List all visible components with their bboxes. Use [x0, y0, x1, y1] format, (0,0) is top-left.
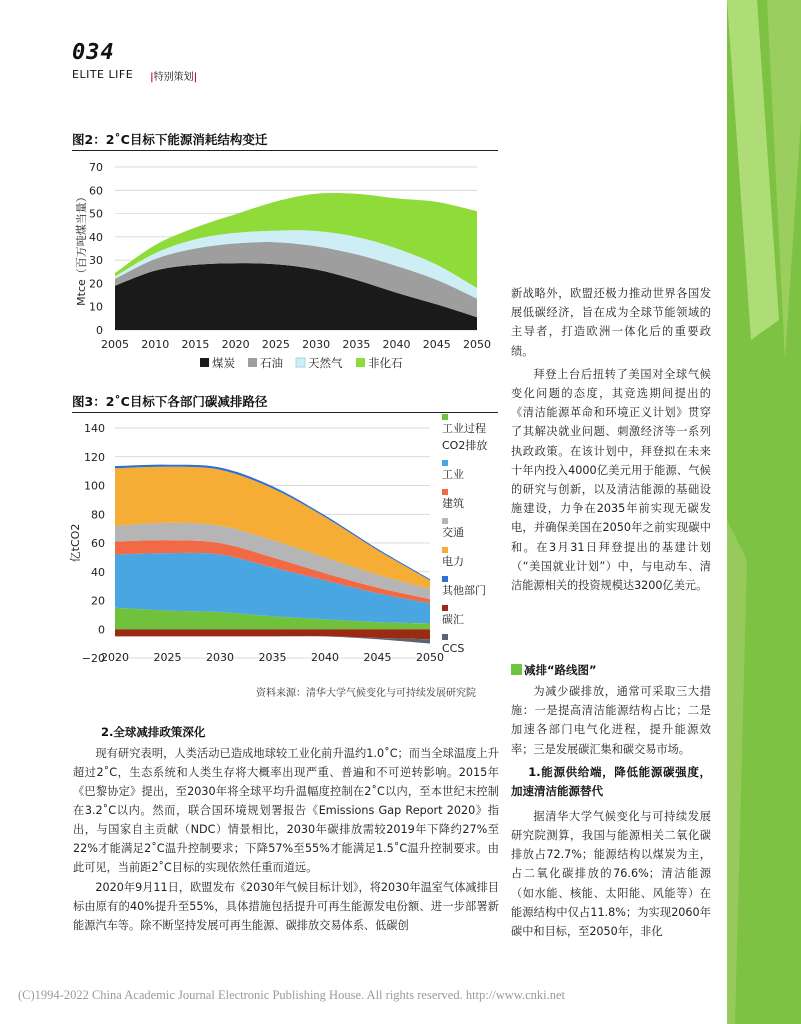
legend-swatch [248, 358, 257, 367]
legend-label: 电力 [442, 555, 464, 568]
section-heading-policy: 2.全球减排政策深化 [101, 725, 206, 739]
y-tick-label: 120 [84, 450, 105, 464]
right-column-lower [511, 682, 711, 941]
legend-swatch [296, 358, 305, 367]
x-tick-label: 2030 [302, 338, 331, 351]
y-axis-label: 亿tCO2 [69, 523, 82, 563]
y-tick-label: 10 [89, 300, 103, 314]
y-tick-label: 20 [91, 594, 105, 608]
right-paragraph-1: 新战略外，欧盟还极力推动世界各国发展低碳经济，旨在成为全球节能领域的主导者，打造欧洲一体化后的重要政绩。 [511, 287, 711, 358]
x-tick-label: 2020 [101, 651, 129, 664]
x-tick-label: 2045 [422, 338, 451, 351]
y-tick-label: 0 [98, 623, 105, 637]
x-tick-label: 2025 [153, 651, 182, 664]
x-tick-label: 2010 [141, 338, 170, 351]
energy-subheading: 1.能源供给端，降低能源碳强度，加速清洁能源替代 [511, 764, 711, 798]
closing-paragraph: 据清华大学气候变化与可持续发展研究院测算，我国与能源相关二氧化碳排放占72.7%；能源结构以煤炭为主，占二氧化碳排放的76.6%；清洁能源（如水能、核能、太阳能、风能等）在能源结构中仅占11.8%；为实现2060年碳中和目标，至2050年，非化 [511, 809, 711, 939]
legend-swatch [442, 460, 448, 466]
legend-swatch [442, 547, 448, 553]
area-碳汇 [115, 629, 430, 639]
legend-label: 非化石 [368, 356, 403, 370]
figure2-title: 图2：2˚C目标下能源消耗结构变迁 [72, 132, 268, 147]
figure3-title: 图3：2˚C目标下各部门碳减排路径 [72, 394, 268, 409]
x-tick-label: 2030 [206, 651, 234, 664]
x-tick-label: 2050 [416, 651, 444, 664]
copyright-footer: (C)1994-2022 China Academic Journal Electronic Publishing House. All rights reserved. http://www.cnki.net [18, 988, 566, 1002]
x-tick-label: 2045 [363, 651, 392, 664]
y-tick-label: 40 [91, 565, 105, 579]
legend-swatch [442, 605, 448, 611]
x-tick-label: 2050 [463, 338, 491, 351]
figure3-chart [69, 414, 502, 670]
left-body [73, 744, 499, 935]
section-label: 特别策划 [153, 72, 194, 83]
right-column [511, 284, 711, 595]
legend-label: 交通 [442, 526, 464, 539]
x-tick-label: 2020 [221, 338, 250, 351]
legend-label: 工业过程 [442, 422, 486, 435]
roadmap-heading-text: 减排“路线图” [524, 663, 597, 677]
figure3-rule [72, 412, 498, 413]
x-tick-label: 2040 [311, 651, 339, 664]
roadmap-heading [511, 662, 597, 678]
magazine-brand: ELITE LIFE [72, 68, 134, 81]
heading-marker [511, 664, 522, 675]
y-tick-label: 100 [84, 479, 105, 493]
y-tick-label: 70 [89, 161, 103, 174]
x-tick-label: 2005 [101, 338, 129, 351]
left-paragraph-1: 现有研究表明，人类活动已造成地球较工业化前升温约1.0˚C；而当全球温度上升超过2˚C，生态系统和人类生存将大概率出现严重、普遍和不可逆转影响。2015年《巴黎协定》提出，至2030年将全球平均升温幅度控制在2˚C以内，至本世纪末控制在3.2˚C以内。然而，联合国环境规划署报告《Emissions Gap Report 2020》指出，与国家自主贡献（NDC）情景相比，2030年碳排放需较2019年下降约27%至22%才能满足2˚C温升控制要求；下降57%至55%才能满足1.5˚C温升控制要求。由此可见，当前距2˚C目标的实现依然任重而道远。 [73, 747, 499, 874]
legend-swatch [200, 358, 209, 367]
legend-swatch [442, 518, 448, 524]
y-tick-label: 40 [89, 230, 103, 244]
right-paragraph-2: 拜登上台后扭转了美国对全球气候变化问题的态度，其竞选期间提出的《清洁能源革命和环境正义计划》贯穿了其解决就业问题、刺激经济等一系列执政政策。在该计划中，拜登拟在未来十年内投入4000亿美元用于能源、气候的研究与创新，以及清洁能源的基础设施建设，力争在2035年前实现无碳发电，并确保美国在2050年之前实现碳中和。在3月31日拜登提出的基建计划（“美国就业计划”）中，与电动车、清洁能源相关的投资规模达3200亿美元。 [511, 367, 711, 593]
legend-label: 石油 [260, 356, 283, 370]
legend-swatch [442, 576, 448, 582]
y-axis-label: Mtce（百万吨煤当量） [75, 191, 88, 306]
x-tick-label: 2015 [181, 338, 210, 351]
side-stripe-decoration [727, 0, 801, 1024]
y-tick-label: −20 [81, 652, 105, 665]
legend-swatch [442, 414, 448, 420]
y-tick-label: 140 [84, 422, 105, 435]
x-tick-label: 2035 [342, 338, 371, 351]
figure3-source: 资料来源：清华大学气候变化与可持续发展研究院 [256, 688, 476, 699]
figure2-chart [72, 152, 502, 377]
y-tick-label: 20 [89, 277, 103, 291]
x-tick-label: 2025 [261, 338, 290, 351]
y-tick-label: 60 [89, 184, 103, 198]
legend-label: CO2排放 [442, 439, 488, 452]
page-number: 034 [72, 40, 115, 65]
legend-label: 工业 [442, 468, 464, 481]
y-tick-label: 60 [91, 537, 105, 550]
left-paragraph-2: 2020年9月11日，欧盟发布《2030年气候目标计划》，将2030年温室气体减排目标由原有的40%提升至55%，具体措施包括提升可再生能源发电份额、进一步部署新能源汽车等。除不断坚持发展可再生能源、碳排放交易体系、低碳创 [73, 881, 499, 932]
legend-swatch [442, 634, 448, 640]
legend-label: 建筑 [442, 497, 464, 510]
y-tick-label: 0 [96, 324, 103, 337]
legend-swatch [356, 358, 365, 367]
x-tick-label: 2040 [382, 338, 411, 351]
legend-label: 其他部门 [442, 584, 486, 597]
y-tick-label: 80 [91, 508, 105, 522]
legend-swatch [442, 489, 448, 495]
legend-label: 煤炭 [212, 356, 235, 370]
section-tag: |特别策划| [150, 72, 198, 83]
y-tick-label: 50 [89, 207, 103, 221]
legend-label: CCS [442, 642, 465, 655]
figure2-rule [72, 150, 498, 151]
legend-label: 天然气 [308, 356, 343, 370]
x-tick-label: 2035 [258, 651, 287, 664]
legend-label: 碳汇 [442, 613, 464, 626]
roadmap-intro: 为减少碳排放，通常可采取三大措施：一是提高清洁能源结构占比；二是加速各部门电气化进程，提升能源效率；三是发展碳汇集和碳交易市场。 [511, 685, 711, 756]
y-tick-label: 30 [89, 254, 103, 268]
